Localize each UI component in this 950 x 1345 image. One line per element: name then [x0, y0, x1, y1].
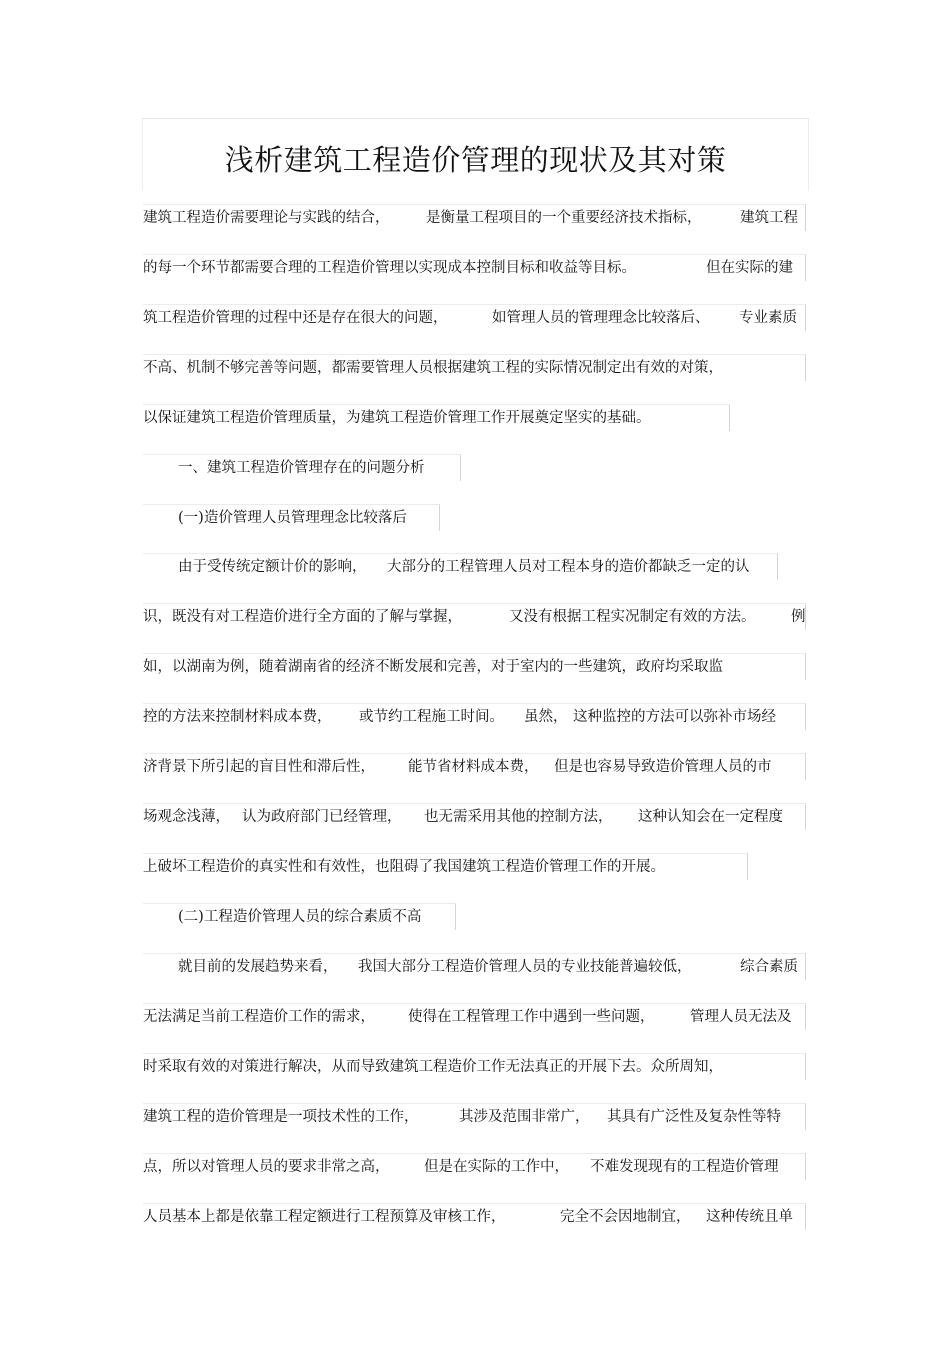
text-segment: 上破坏工程造价的真实性和有效性，也阻碍了我国建筑工程造价管理工作的开展。	[143, 859, 665, 875]
text-line	[143, 753, 806, 780]
text-segment: 如，以湖南为例，随着湖南省的经济不断发展和完善，对于室内的一些建筑，政府均采取监	[143, 659, 723, 675]
text-segment: 一、建筑工程造价管理存在的问题分析	[178, 460, 425, 476]
text-segment: 识，既没有对工程造价进行全方面的了解与掌握，	[143, 609, 462, 625]
text-segment: 时采取有效的对策进行解决，从而导致建筑工程造价工作无法真正的开展下去。众所周知，	[143, 1059, 723, 1075]
text-line	[143, 1003, 806, 1030]
text-segment: 不难发现现有的工程造价管理	[590, 1159, 779, 1175]
text-segment: 但是也容易导致造价管理人员的市	[554, 759, 772, 775]
text-segment: 如管理人员的管理理念比较落后、	[492, 310, 710, 326]
text-line	[143, 953, 806, 980]
text-segment: 控的方法来控制材料成本费，	[143, 709, 332, 725]
text-segment: (二)工程造价管理人员的综合素质不高	[178, 909, 422, 925]
text-segment: 使得在工程管理工作中遇到一些问题，	[408, 1009, 655, 1025]
text-segment: 以保证建筑工程造价管理质量，为建筑工程造价管理工作开展奠定坚实的基础。	[143, 410, 651, 426]
text-segment: 又没有根据工程实况制定有效的方法。	[509, 609, 756, 625]
text-line	[143, 703, 806, 730]
text-segment: 这种监控的方法可以弥补市场经	[573, 709, 776, 725]
text-line	[143, 653, 806, 680]
text-segment: 人员基本上都是依靠工程定额进行工程预算及审核工作，	[143, 1209, 506, 1225]
text-line	[143, 304, 806, 331]
title-frame	[142, 118, 809, 191]
text-line	[143, 1203, 806, 1230]
text-segment: 但是在实际的工作中，	[424, 1159, 569, 1175]
text-segment: 完全不会因地制宜，	[560, 1209, 691, 1225]
text-segment: 建筑工程造价需要理论与实践的结合，	[143, 210, 390, 226]
text-segment: 这种传统且单	[706, 1209, 793, 1225]
text-segment: 或节约工程施工时间。	[359, 709, 504, 725]
text-line	[143, 454, 461, 481]
text-line	[143, 1153, 806, 1180]
text-segment: 我国大部分工程造价管理人员的专业技能普遍较低，	[358, 959, 692, 975]
text-segment: 的每一个环节都需要合理的工程造价管理以实现成本控制目标和收益等目标。	[143, 260, 636, 276]
text-segment: 例	[791, 609, 806, 625]
text-segment: (一)造价管理人员管理理念比较落后	[178, 510, 407, 526]
text-segment: 能节省材料成本费，	[408, 759, 539, 775]
text-line	[143, 903, 456, 930]
text-line	[143, 853, 748, 880]
text-segment: 认为政府部门已经管理，	[242, 809, 402, 825]
text-segment: 其具有广泛性及复杂性等特	[607, 1109, 781, 1125]
text-segment: 由于受传统定额计价的影响，	[178, 559, 367, 575]
text-line	[143, 1053, 806, 1080]
text-segment: 场观念浅薄，	[143, 809, 230, 825]
text-segment: 管理人员无法及	[690, 1009, 792, 1025]
text-line	[143, 553, 778, 580]
text-segment: 这种认知会在一定程度	[638, 809, 783, 825]
text-line	[143, 1103, 806, 1130]
text-segment: 其涉及范围非常广，	[459, 1109, 590, 1125]
text-segment: 点，所以对管理人员的要求非常之高，	[143, 1159, 390, 1175]
text-segment: 建筑工程	[740, 210, 798, 226]
text-segment: 虽然，	[524, 709, 568, 725]
text-segment: 专业素质	[739, 310, 797, 326]
text-segment: 建筑工程的造价管理是一项技术性的工作，	[143, 1109, 419, 1125]
text-segment: 是衡量工程项目的一个重要经济技术指标，	[426, 210, 702, 226]
text-line	[143, 354, 806, 381]
text-segment: 不高、机制不够完善等问题，都需要管理人员根据建筑工程的实际情况制定出有效的对策，	[143, 360, 723, 376]
text-segment: 大部分的工程管理人员对工程本身的造价都缺乏一定的认	[387, 559, 750, 575]
text-segment: 济背景下所引起的盲目性和滞后性，	[143, 759, 375, 775]
text-line	[143, 254, 806, 281]
text-segment: 综合素质	[740, 959, 798, 975]
text-segment: 无法满足当前工程造价工作的需求，	[143, 1009, 375, 1025]
text-segment: 就目前的发展趋势来看，	[178, 959, 338, 975]
text-line	[143, 504, 440, 531]
document-title: 浅析建筑工程造价管理的现状及其对策	[224, 143, 727, 177]
text-line	[143, 404, 730, 431]
text-segment: 也无需采用其他的控制方法，	[424, 809, 613, 825]
text-segment: 但在实际的建	[706, 260, 793, 276]
text-line	[143, 803, 806, 830]
text-line	[143, 204, 806, 231]
text-segment: 筑工程造价管理的过程中还是存在很大的问题，	[143, 310, 448, 326]
text-line	[143, 603, 806, 630]
